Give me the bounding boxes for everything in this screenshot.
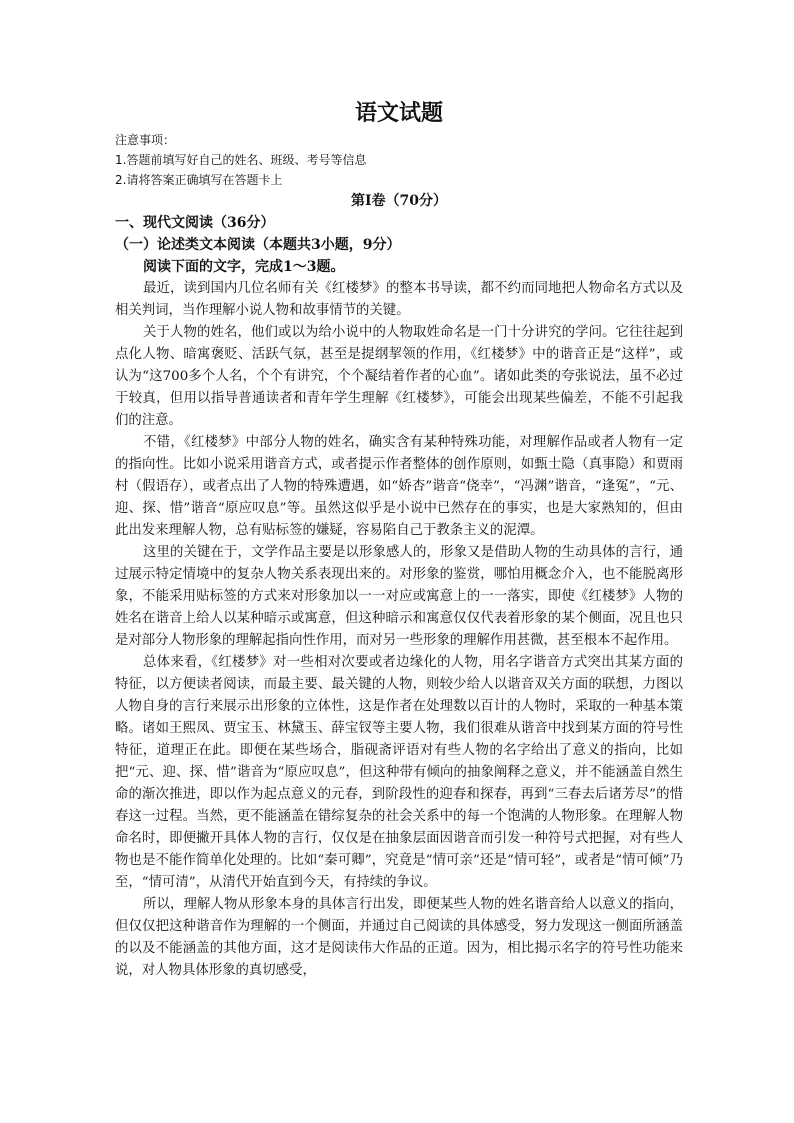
part-heading: 第Ⅰ卷（70分） [350,193,448,209]
reading-instruction: 阅读下面的文字，完成1～3题。 [143,259,345,275]
notes-heading: 注意事项： [115,133,176,147]
note-item: 2.请将答案正确填写在答题卡上 [115,173,283,187]
paragraph: 总体来看，《红楼梦》对一些相对次要或者边缘化的人物，用名字谐音方式突出其某方面的特征，以方便读者阅读，而最主要、最关键的人物，则较少给人以谐音双关方面的联想，力图以人物自身的言行来展示出形象的立体性，这是作者在处理数以百计的人物时，采取的一种基本策略。诸如王熙凤、贾宝玉、林黛玉、薛宝钗等主要人物，我们很难从谐音中找到某方面的符号性特征，道理正在此。即便在某些场合，脂砚斋评语对有些人物的名字给出了意义的指向，比如把“元、迎、探、惜”谐音为“原应叹息”，但这种带有倾向的抽象阐释之意义，并不能涵盖自然生命的渐次推进，即以作为起点意义的元春，到阶段性的迎春和探春，再到“三春去后诸芳尽”的惜春这一过程。当然，更不能涵盖在错综复杂的社会关系中的每一个饱满的人物形象。在理解人物命名时，即便撇开具体人物的言行，仅仅是在抽象层面因谐音而引发一种符号式把握，对有些人物也是不能作简单化处理的。比如“秦可卿”，究竟是“情可亲”还是“情可轻”，或者是“情可倾”乃至，“情可清”，从清代开始直到今天，有持续的争议。 [115,655,683,890]
section-heading: 一、现代文阅读（36分） [115,215,275,231]
paragraph: 不错，《红楼梦》中部分人物的姓名，确实含有某种特殊功能，对理解作品或者人物有一定的指向性。比如小说采用谐音方式，或者提示作者整体的创作原则，如甄士隐（真事隐）和贾雨村（假语存），或者点出了人物的特殊遭遇，如“娇杏”谐音“侥幸”，“冯渊”谐音，“逢冤”，“元、迎、探、惜”谐音“原应叹息”等。虽然这似乎是小说中已然存在的事实，也是大家熟知的，但由此出发来理解人物，总有贴标签的嫌疑，容易陷自己于教条主义的泥潭。 [115,435,683,538]
paragraph: 这里的关键在于，文学作品主要是以形象感人的，形象又是借助人物的生动具体的言行，通过展示特定情境中的复杂人物关系表现出来的。对形象的鉴赏，哪怕用概念介入，也不能脱离形象，不能采用贴标签的方式来对形象加以一一对应或寓意上的一一落实，即使《红楼梦》人物的姓名在谐音上给人以某种暗示或寓意，但这种暗示和寓意仅仅代表着形象的某个侧面，况且也只是对部分人物形象的理解起指向性作用，而对另一些形象的理解作用甚微，甚至根本不起作用。 [115,545,683,648]
subsection-heading: （一）论述类文本阅读（本题共3小题，9分） [115,237,401,253]
note-item: 1.答题前填写好自己的姓名、班级、考号等信息 [115,153,367,167]
paragraph: 关于人物的姓名，他们或以为给小说中的人物取姓命名是一门十分讲究的学问。它往往起到点化人物、暗寓褒贬、活跃气氛，甚至是提纲挈领的作用，《红楼梦》中的谐音正是“这样”，或认为“这700多个人名，个个有讲究，个个凝结着作者的心血”。诸如此类的夸张说法，虽不必过于较真，但用以指导普通读者和青年学生理解《红楼梦》，可能会出现某些偏差，不能不引起我们的注意。 [115,325,683,428]
document-title: 语文试题 [354,100,443,126]
paragraph: 所以，理解人物从形象本身的具体言行出发，即便某些人物的姓名谐音给人以意义的指向，但仅仅把这种谐音作为理解的一个侧面，并通过自己阅读的具体感受，努力发现这一侧面所涵盖的以及不能涵盖的其他方面，这才是阅读伟大作品的正道。因为，相比揭示名字的符号性功能来说，对人物具体形象的真切感受， [115,897,683,978]
exam-page [115,96,683,982]
paragraph: 最近，读到国内几位名师有关《红楼梦》的整本书导读，都不约而同地把人物命名方式以及相关判词，当作理解小说人物和故事情节的关键。 [115,281,683,318]
